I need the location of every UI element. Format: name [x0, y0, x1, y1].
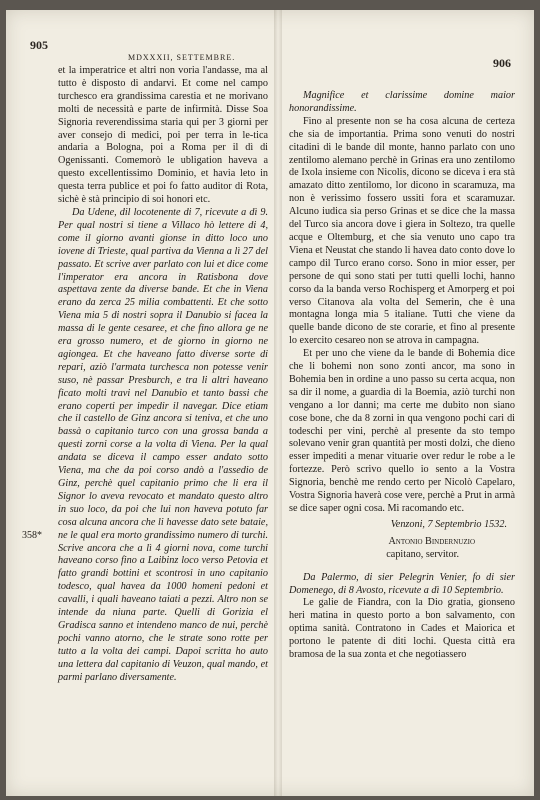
left-paragraph-1: et la imperatrice et altri non voria l'andasse, ma al tutto è disposto di andarvi. Et come nel campo turchesco era grandissima carestia et ne morivano molti de necessità e parte de infirmità. Disse Soa Signoria reverendissima staria qui per 3 giorni per aver consejo di medici, poi per terra in le-tica andaria a Bologna, poi a Roma per il dì di Ogenissanti. Comemorò le ubligation haveva a questo excellentissimo Dominio, et havia leto in questa terra publice et poi fo fatto auditor di Rota, sichè è stà principio di soi honori etc.: [58, 65, 268, 206]
book-spread: [6, 10, 534, 796]
running-head: MDXXXII, SETTEMBRE.: [128, 53, 236, 62]
left-page-number: 905: [30, 38, 48, 52]
right-page-number: 906: [493, 56, 511, 70]
salutation-heading: Magnifice et clarissime domine maior honorandissime.: [289, 90, 515, 114]
final-paragraph: Le galie de Fiandra, con la Dio gratia, gionseno heri matina in questo porto a bon salvamento, con optima sanità. Contratono in Cades et Maiorica et portono le patente di diti lochi. Questa città era bramosa de la sua zonta et che negotiassero: [289, 597, 515, 661]
page-gutter: [274, 10, 282, 796]
margin-note: 358*: [22, 530, 42, 541]
final-heading: Da Palermo, di sier Pelegrin Venier, fo di sier Domenego, di 8 Avosto, ricevute a dì 10 Septembrio.: [289, 571, 515, 596]
right-paragraph-2: Et per uno che viene da le bande di Bohemia dice che li bohemi non sono zonti ancor, ma sono in Bohemia ben in ordine a uno passo su certa acqua, non sa dir il nome, a guardia di la Boemia, aziò turchi non vengano a lor danni; ma certe me dubito non siano cose bone, che da 8 zorni in qua vengono pochi cari di todeschi per vini, perchè al presente da sto tempo solevano venir gran quantità per mosti dolzi, che dieno esser impediti a menar vituarie over redur le robe a le fortezze. Però scrivo quello io sento a la Vostra Signoria, benchè me rendo certo per Nicolò Capelaro, Vostra Signoria haverà cose vere, perchè a Prut in armà se dice saper ogni cosa. Mi racomando etc.: [289, 348, 515, 514]
signature-title: capitano, servitor.: [386, 548, 459, 560]
right-paragraph-1: Fino al presente non se ha cosa alcuna de certeza che sia de importantia. Prima sono venuti do nostri citadini di le bande dil monte, hanno parlato con uno zentilomo alemano perchè in Grinas era uno zentilomo de Ixola insieme con Nicolis, dicono se diceva i era stà amazato ditto zentilomo, lor dicono in scaramuza, ma non è verissimo fossero ussiti fora et scaramuzar. Alcuno iudica sia perso Grinas et se dice che la massa del Turco sia ancora dove i giera in Soltezo, tra quelle acque e Oltemburg, et che sia venuto uno capo tra Viena et Neustat che stando li havea dato conto dove lo campo dil Turco erano corso. Sono in mior esser, per persone de qui sono stati per tutti quelli lochi, hanno corso da la banda verso Rochisperg et Amorperg et poi verso Citanova ala volta del Semerin, che è una montagna longa mia 5 italiane. Tutti che viene da quelle bande dicono de ste corarie, et fino al presente lo exercito cesareo non se atrova in campagna.: [289, 115, 515, 347]
signature-name: Antonio Bindernuzio: [388, 535, 475, 547]
right-column: [289, 90, 515, 662]
left-column: [58, 65, 268, 685]
left-paragraph-2: Da Udene, dil locotenente di 7, ricevute a dì 9. Per qual nostri si tiene a Villaco hò lettere di 4, come il giorno avanti gionse in ditto loco uno iovene di Trieste, qual partiva da Vienna a lì 27 del passato. Et scrive aver parlato con lui et dice come l'imperator era ancora in Ratisbona dove aspettava zente da diverse bande. Et che in Viena erano da zerca 25 milia combattenti. Et che sotto Viena mia 5 di nostri sopra il Danubio si facea la massa di le gente cesaree, et che fino allora ge ne era grosso numero, et de giorno in giorno ne agiongea. Et che haveano fatto diverse sorte di repari, aziò l'armata turchesca non potesse venir suso, nè passar Presburch, e tra li altri haveano ficato molti travi nel Danubio et tanto bassi che erano coperti per impedir il navegar. Dice etiam che il castello de Ginz ancora si teniva, et che uno bassà o capitanio turco con una grossa banda a questi zorni corse a la volta di Viena. Per la qual andata se diceva il campo esser andato sotto Viena, ma che da poi corso andò a l'assedio de Ginz, perchè quel capitanio primo che li era il Signor lo aveva revocato et mandato questo altro in suo loco, da poi che lui non haveva potuto far cosa alcuna ancora che li havesse dato sete bataie, ne le qual era morto grandissimo numero di turchi. Scrive ancora che a lì 4 giorni nova, come turchi haveano corso fino a Laibinz loco verso Petovia et fatto grandi bottini et scontrosi in uno capitanio todesco, qual havea da 1000 homeni pedoni et cavalli, i quali haveano taiati a pezzi. Altro non se intende da niuna parte. Quelli di Gorizia el Gradisca sanno et intendeno manco de nui, perchè pochi vanno atorno, che le strate sono rotte per tutto a la volta dei campi. Dapoi scritta ho auto una lettera dal capitanio di Veuzon, qual mando, et parmi parlano diversamente.: [58, 206, 268, 683]
signature-date: Venzoni, 7 Septembrio 1532.: [390, 518, 507, 530]
